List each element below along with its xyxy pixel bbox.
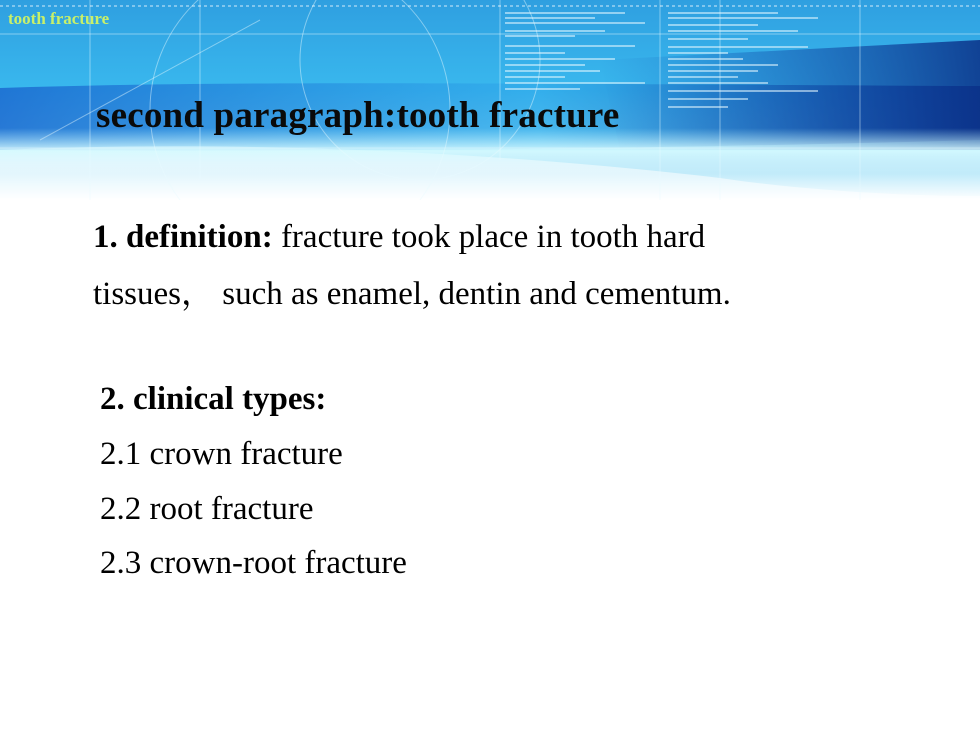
list-item: 2.1 crown fracture: [100, 436, 343, 472]
slide-title: second paragraph:tooth fracture: [96, 95, 620, 136]
definition-text: fracture took place in tooth hard: [272, 219, 706, 255]
list-item: 2.3 crown-root fracture: [100, 545, 407, 581]
definition-line: [93, 215, 705, 259]
definition-text-continued: tissues， such as enamel, dentin and cementum.: [93, 276, 731, 312]
clinical-types-heading: 2. clinical types:: [100, 381, 327, 417]
header-label: tooth fracture: [8, 9, 110, 28]
list-item: 2.2 root fracture: [100, 491, 314, 527]
definition-term: 1. definition:: [93, 219, 273, 255]
